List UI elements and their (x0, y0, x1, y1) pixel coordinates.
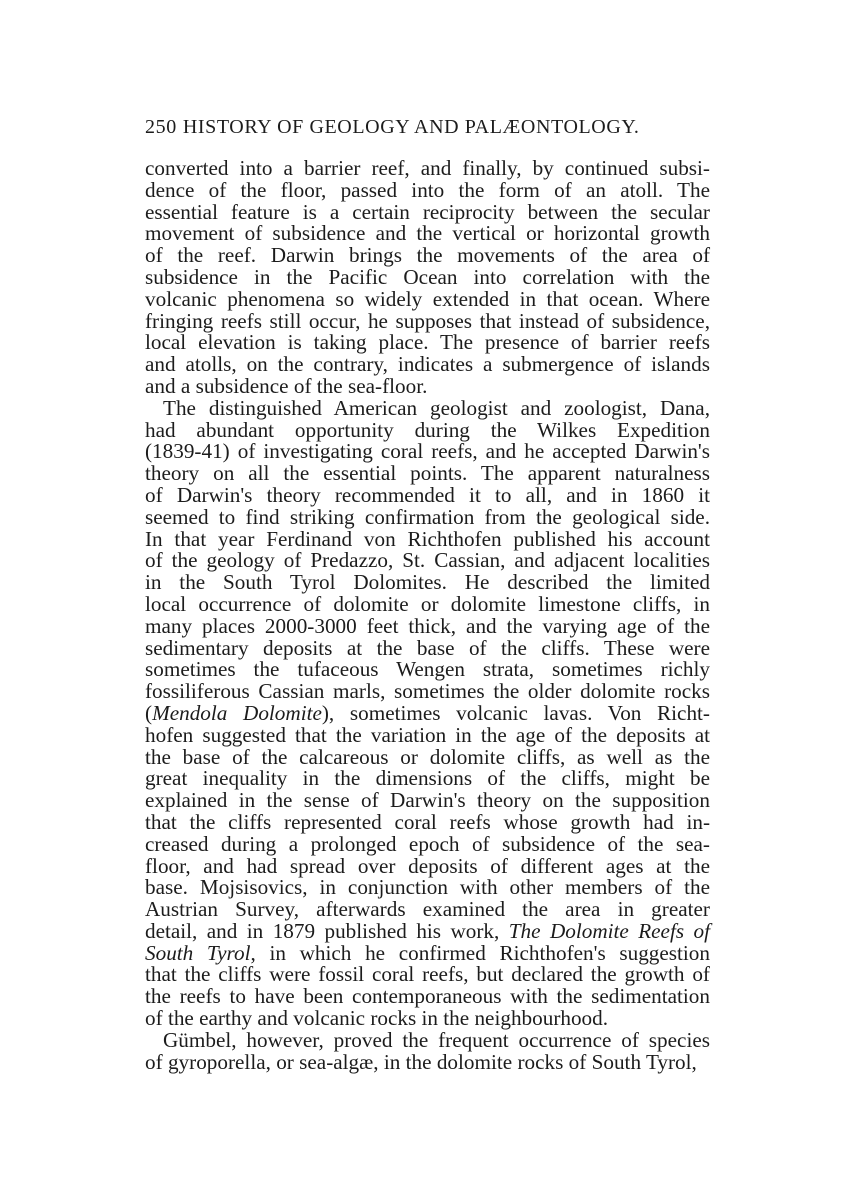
text-line: and a subsidence of the sea-floor. (145, 373, 428, 398)
page-number: 250 (145, 116, 177, 138)
text-line: Austrian Survey, afterwards examined the area in greater (145, 897, 710, 922)
text-line: subsidence in the Pacific Ocean into correlation with the (145, 264, 710, 289)
body-text (145, 158, 710, 1073)
text-line: In that year Ferdinand von Richthofen published his account (145, 526, 710, 551)
text-line: of Darwin's theory recommended it to all, and in 1860 it (145, 482, 710, 507)
text-line: The distinguished American geologist and zoologist, Dana, (163, 395, 710, 420)
text-line: of the earthy and volcanic rocks in the neighbourhood. (145, 1006, 609, 1031)
text-line (145, 940, 710, 965)
text-run: ( (145, 700, 153, 725)
text-line: movement of subsidence and the vertical or horizontal growth (145, 221, 710, 246)
text-line: the reefs to have been contemporaneous with the sedimentation (145, 984, 710, 1009)
text-line: fringing reefs still occur, he supposes that instead of subsidence, (145, 308, 710, 333)
text-run: ), sometimes volcanic lavas. Von Richt- (321, 700, 710, 725)
text-line: that the cliffs were fossil coral reefs, but declared the growth of (145, 962, 710, 987)
text-line: Gümbel, however, proved the frequent occurrence of species (163, 1027, 710, 1052)
text-line: had abundant opportunity during the Wilkes Expedition (145, 417, 710, 442)
text-line: local elevation is taking place. The presence of barrier reefs (145, 330, 710, 355)
text-line: and atolls, on the contrary, indicates a submergence of islands (145, 352, 710, 377)
running-title: HISTORY OF GEOLOGY AND PALÆONTOLOGY. (182, 116, 640, 138)
italic-title: The Dolomite Reefs of (508, 918, 711, 943)
text-line: converted into a barrier reef, and finally, by continued subsi- (145, 156, 710, 180)
italic-title: Mendola Dolomite (152, 700, 322, 725)
text-line: hofen suggested that the variation in the age of the deposits at (145, 722, 710, 747)
text-line: essential feature is a certain reciprocity between the secular (145, 199, 710, 224)
running-head (145, 113, 710, 141)
text-line: seemed to find striking confirmation from the geological side. (145, 504, 710, 529)
text-line (145, 700, 710, 725)
text-line: of the geology of Predazzo, St. Cassian, and adjacent localities (145, 548, 710, 573)
text-line (145, 918, 711, 943)
text-line: sedimentary deposits at the base of the cliffs. These were (145, 635, 710, 660)
text-line: theory on all the essential points. The apparent naturalness (145, 461, 710, 486)
text-line: the base of the calcareous or dolomite cliffs, as well as the (145, 744, 710, 769)
text-line: creased during a prolonged epoch of subsidence of the sea- (145, 831, 710, 856)
italic-title: South Tyrol (145, 940, 251, 965)
text-line: local occurrence of dolomite or dolomite limestone cliffs, in (145, 591, 710, 616)
text-line: volcanic phenomena so widely extended in that ocean. Where (145, 286, 710, 311)
text-line: floor, and had spread over deposits of different ages at the (145, 853, 710, 878)
text-line: in the South Tyrol Dolomites. He described the limited (145, 570, 710, 595)
text-run: , in which he confirmed Richthofen's suggestion (250, 940, 710, 965)
text-line: (1839-41) of investigating coral reefs, and he accepted Darwin's (145, 439, 710, 464)
text-line: of the reef. Darwin brings the movements of the area of (145, 243, 710, 268)
text-line: sometimes the tufaceous Wengen strata, sometimes richly (145, 657, 710, 682)
text-line: many places 2000-3000 feet thick, and the varying age of the (145, 613, 710, 638)
text-line: great inequality in the dimensions of the cliffs, might be (145, 766, 710, 791)
text-run: detail, and in 1879 published his work, (145, 918, 509, 943)
text-line: fossiliferous Cassian marls, sometimes the older dolomite rocks (145, 679, 710, 704)
text-line: explained in the sense of Darwin's theory on the supposition (145, 788, 710, 813)
text-line: of gyroporella, or sea-algæ, in the dolomite rocks of South Tyrol, (145, 1049, 697, 1074)
text-line: dence of the floor, passed into the form of an atoll. The (145, 177, 710, 202)
text-line: base. Mojsisovics, in conjunction with other members of the (145, 875, 710, 900)
text-line: that the cliffs represented coral reefs whose growth had in- (145, 809, 710, 834)
